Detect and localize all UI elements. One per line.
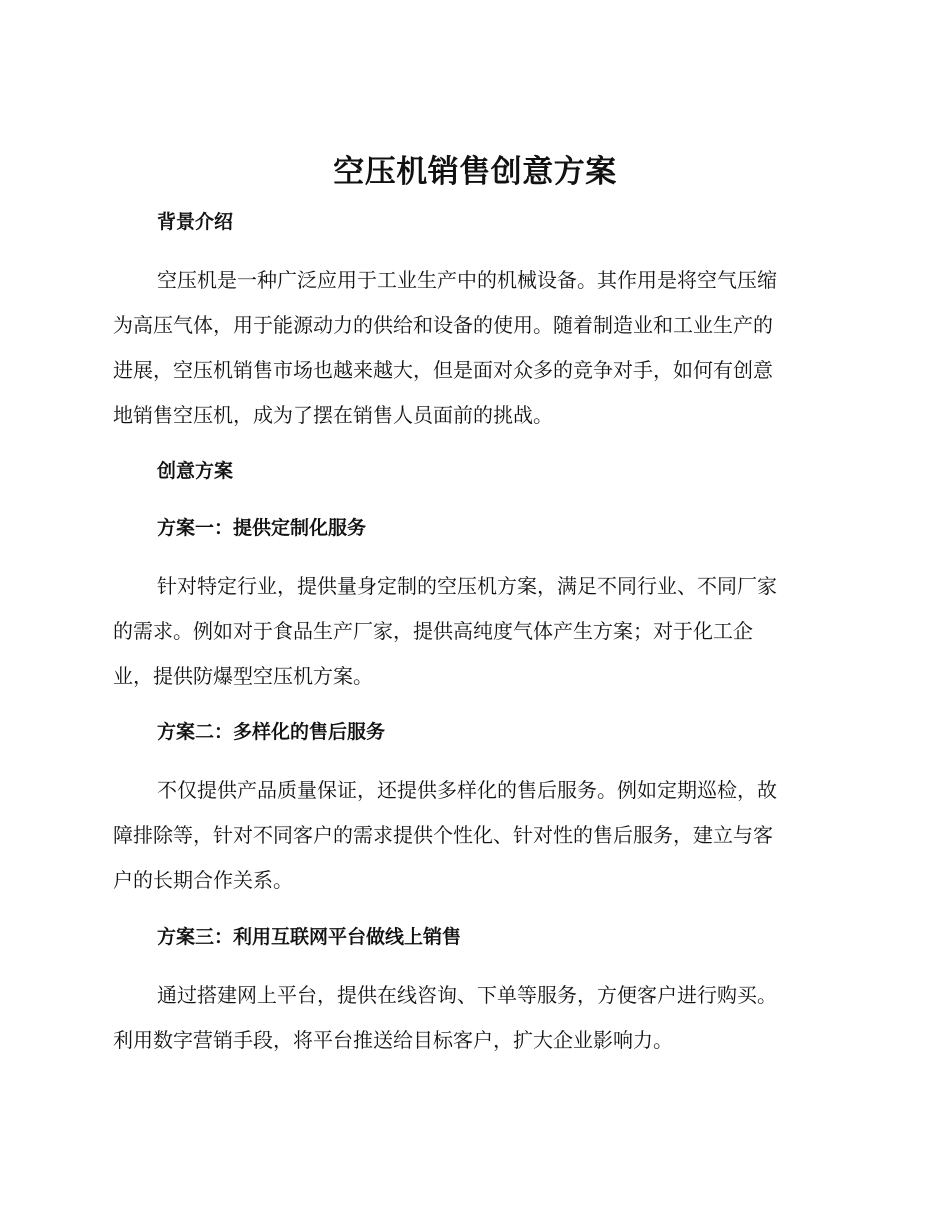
paragraph-line: 的需求。例如对于食品生产厂家，提供高纯度气体产生方案；对于化工企 bbox=[113, 619, 753, 643]
paragraph-plan-1 bbox=[113, 564, 831, 699]
section-heading-plan-1: 方案一：提供定制化服务 bbox=[157, 517, 367, 539]
section-heading-plan-3: 方案三：利用互联网平台做线上销售 bbox=[157, 926, 462, 948]
paragraph-line: 地销售空压机，成为了摆在销售人员面前的挑战。 bbox=[113, 403, 553, 427]
paragraph-line: 利用数字营销手段，将平台推送给目标客户，扩大企业影响力。 bbox=[113, 1028, 673, 1052]
section-heading-plan-2: 方案二：多样化的售后服务 bbox=[157, 721, 386, 743]
section-heading-creative: 创意方案 bbox=[157, 460, 234, 482]
section-heading-background: 背景介绍 bbox=[157, 211, 234, 233]
paragraph-line: 针对特定行业，提供量身定制的空压机方案，满足不同行业、不同厂家 bbox=[157, 574, 777, 598]
paragraph-line: 户的长期合作关系。 bbox=[113, 868, 293, 892]
paragraph-line: 为高压气体，用于能源动力的供给和设备的使用。随着制造业和工业生产的 bbox=[113, 313, 773, 337]
paragraph-plan-2 bbox=[113, 768, 831, 903]
paragraph-line: 进展，空压机销售市场也越来越大，但是面对众多的竞争对手，如何有创意 bbox=[113, 358, 773, 382]
paragraph-line: 业，提供防爆型空压机方案。 bbox=[113, 664, 373, 688]
paragraph-line: 障排除等，针对不同客户的需求提供个性化、针对性的售后服务，建立与客 bbox=[113, 823, 773, 847]
document-title: 空压机销售创意方案 bbox=[333, 154, 617, 190]
paragraph-background bbox=[113, 258, 831, 438]
paragraph-line: 不仅提供产品质量保证，还提供多样化的售后服务。例如定期巡检，故 bbox=[157, 778, 777, 802]
paragraph-line: 通过搭建网上平台，提供在线咨询、下单等服务，方便客户进行购买。 bbox=[157, 983, 777, 1007]
paragraph-plan-3 bbox=[113, 973, 831, 1063]
paragraph-line: 空压机是一种广泛应用于工业生产中的机械设备。其作用是将空气压缩 bbox=[157, 268, 777, 292]
